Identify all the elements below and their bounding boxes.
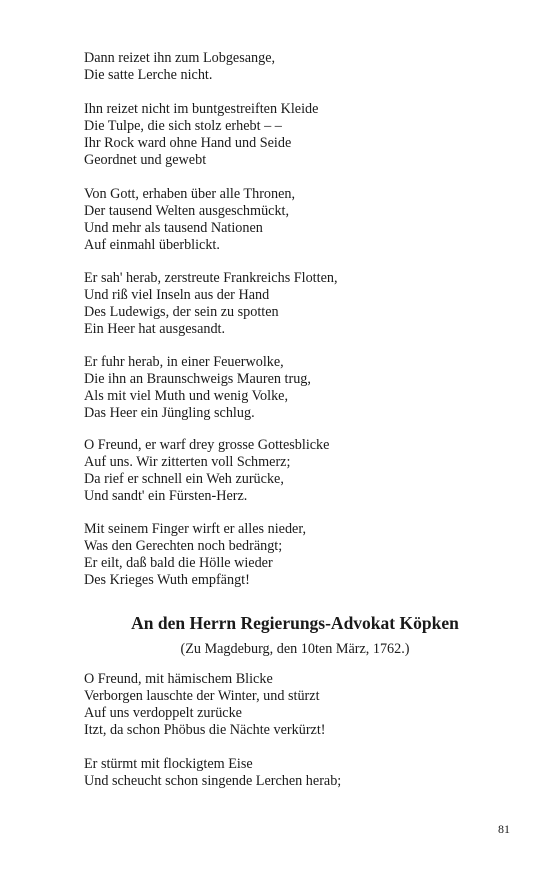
- poem-title: An den Herrn Regierungs-Advokat Köpken: [131, 613, 459, 633]
- verse-line: Ein Heer hat ausgesandt.: [84, 321, 226, 337]
- verse-line: Und sandt' ein Fürsten-Herz.: [84, 488, 248, 504]
- stanza: [84, 756, 504, 790]
- verse-line: Ihn reizet nicht im buntgestreiften Kleide: [84, 101, 319, 117]
- verse-line: Er fuhr herab, in einer Feuerwolke,: [84, 354, 284, 370]
- page-number: 81: [498, 822, 510, 836]
- verse-line: Ihr Rock ward ohne Hand und Seide: [84, 135, 292, 151]
- verse-line: Mit seinem Finger wirft er alles nieder,: [84, 521, 307, 537]
- verse-line: Der tausend Welten ausgeschmückt,: [84, 203, 290, 219]
- verse-line: Er sah' herab, zerstreute Frankreichs Flotten,: [84, 270, 338, 286]
- verse-line: Des Ludewigs, der sein zu spotten: [84, 304, 279, 320]
- verse-line: Des Krieges Wuth empfängt!: [84, 572, 250, 588]
- stanza: [84, 101, 504, 169]
- stanza: [84, 186, 504, 254]
- verse-line: Die Tulpe, die sich stolz erhebt – –: [84, 118, 282, 134]
- verse-line: Als mit viel Muth und wenig Volke,: [84, 388, 289, 404]
- verse-line: Die ihn an Braunschweigs Mauren trug,: [84, 371, 311, 387]
- verse-line: Auf einmahl überblickt.: [84, 237, 220, 253]
- stanza: [84, 671, 504, 739]
- verse-line: Er stürmt mit flockigtem Eise: [84, 756, 253, 772]
- verse-line: Und scheucht schon singende Lerchen herab;: [84, 773, 342, 789]
- verse-line: Auf uns. Wir zitterten voll Schmerz;: [84, 454, 291, 470]
- verse-line: Und mehr als tausend Nationen: [84, 220, 263, 236]
- verse-line: Dann reizet ihn zum Lobgesange,: [84, 50, 276, 66]
- verse-line: Von Gott, erhaben über alle Thronen,: [84, 186, 296, 202]
- verse-line: O Freund, mit hämischem Blicke: [84, 671, 273, 687]
- poem-dedication: (Zu Magdeburg, den 10ten März, 1762.): [180, 641, 410, 657]
- verse-line: Die satte Lerche nicht.: [84, 67, 213, 83]
- verse-line: Das Heer ein Jüngling schlug.: [84, 405, 255, 421]
- verse-line: Er eilt, daß bald die Hölle wieder: [84, 555, 273, 571]
- verse-line: Geordnet und gewebt: [84, 152, 207, 168]
- stanza: [84, 437, 504, 505]
- stanza: [84, 50, 504, 84]
- verse-line: O Freund, er warf drey grosse Gottesblicke: [84, 437, 330, 453]
- verse-line: Auf uns verdoppelt zurücke: [84, 705, 242, 721]
- stanza: [84, 270, 504, 338]
- stanza: [84, 354, 504, 422]
- verse-line: Verborgen lauschte der Winter, und stürzt: [84, 688, 320, 704]
- verse-line: Itzt, da schon Phöbus die Nächte verkürzt!: [84, 722, 326, 738]
- verse-line: Da rief er schnell ein Weh zurücke,: [84, 471, 284, 487]
- stanza: [84, 521, 504, 589]
- verse-line: Und riß viel Inseln aus der Hand: [84, 287, 270, 303]
- verse-line: Was den Gerechten noch bedrängt;: [84, 538, 283, 554]
